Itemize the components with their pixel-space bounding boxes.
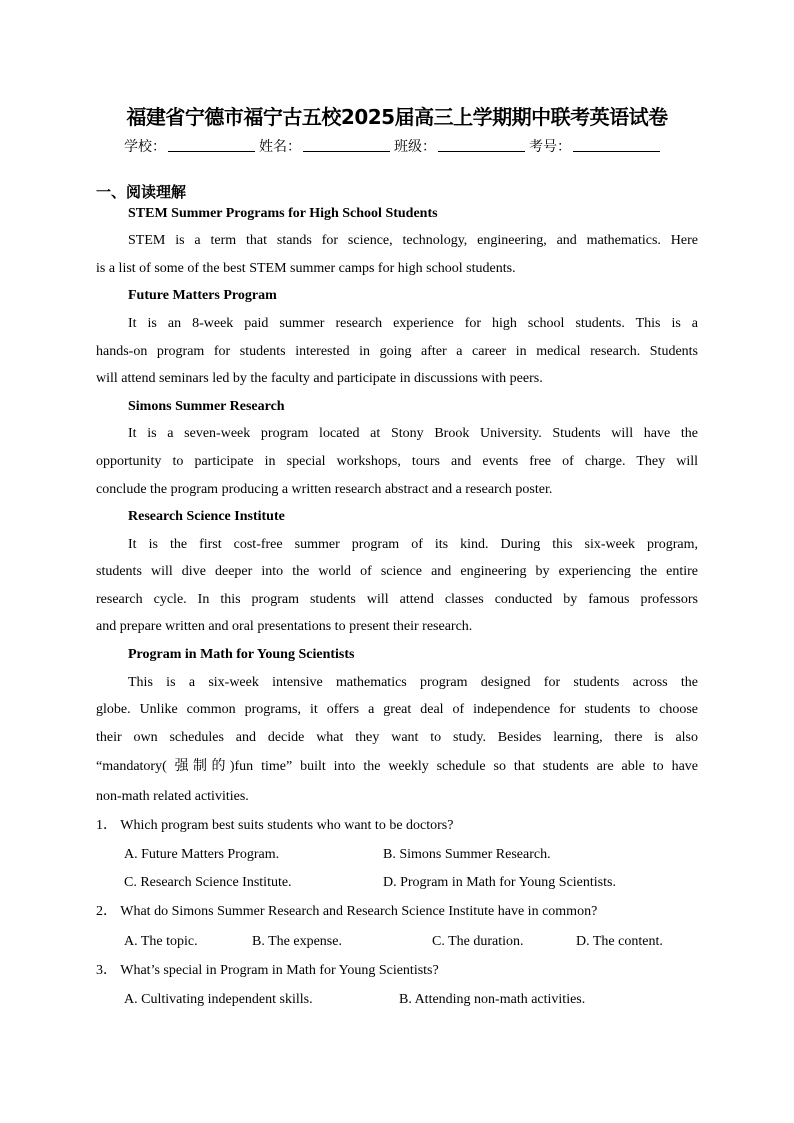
- paragraph-line: is a list of some of the best STEM summer camps for high school students.: [96, 261, 516, 276]
- document-title: 福建省宁德市福宁古五校2025届高三上学期期中联考英语试卷: [126, 105, 668, 129]
- question-2: 2． What do Simons Summer Research and Research Science Institute have in common?: [96, 904, 598, 919]
- program-heading: Research Science Institute: [128, 509, 285, 524]
- name-blank: [303, 136, 390, 152]
- class-blank: [438, 136, 525, 152]
- paragraph-line: students will dive deeper into the world of science and engineering by experiencing the entire: [96, 564, 698, 579]
- paragraph-line: conclude the program producing a written research abstract and a research poster.: [96, 482, 553, 497]
- program-heading: Program in Math for Young Scientists: [128, 647, 355, 662]
- paragraph-line: their own schedules and decide what they want to study. Besides learning, there is also: [96, 730, 698, 745]
- answer-option: C. Research Science Institute.: [124, 875, 292, 890]
- exam-number-label: 考号：: [529, 139, 571, 155]
- class-label: 班级：: [394, 139, 436, 155]
- passage-title: STEM Summer Programs for High School Students: [128, 206, 438, 221]
- answer-option: A. Future Matters Program.: [124, 847, 280, 862]
- paragraph-line: It is a seven-week program located at Stony Brook University. Students will have the: [128, 426, 698, 441]
- school-blank: [168, 136, 255, 152]
- paragraph-line: It is an 8-week paid summer research experience for high school students. This is a: [128, 316, 698, 331]
- answer-option: A. The topic.: [124, 934, 198, 949]
- student-info-line: [124, 136, 664, 156]
- answer-option: B. Attending non-math activities.: [399, 992, 586, 1007]
- paragraph-line: and prepare written and oral presentations to present their research.: [96, 619, 473, 634]
- answer-option: B. The expense.: [252, 934, 342, 949]
- name-label: 姓名：: [259, 139, 301, 155]
- paragraph-line: hands-on program for students interested in going after a career in medical research. Students: [96, 344, 698, 359]
- paragraph-line: globe. Unlike common programs, it offers a great deal of independence for students to choose: [96, 702, 698, 717]
- answer-option: B. Simons Summer Research.: [383, 847, 551, 862]
- paragraph-line: non-math related activities.: [96, 789, 249, 804]
- paragraph-line: “mandatory( 强制的)fun time” built into the weekly schedule so that students are able to have: [96, 759, 698, 774]
- section-heading: 一、阅读理解: [96, 183, 187, 201]
- paragraph-line: will attend seminars led by the faculty and participate in discussions with peers.: [96, 371, 543, 386]
- paragraph-line: research cycle. In this program students will attend classes conducted by famous professors: [96, 592, 698, 607]
- answer-option: D. The content.: [576, 934, 663, 949]
- school-label: 学校：: [124, 139, 166, 155]
- program-heading: Simons Summer Research: [128, 399, 285, 414]
- question-1: 1． Which program best suits students who want to be doctors?: [96, 818, 454, 833]
- program-heading: Future Matters Program: [128, 288, 277, 303]
- answer-option: C. The duration.: [432, 934, 524, 949]
- paragraph-line: STEM is a term that stands for science, technology, engineering, and mathematics. Here: [128, 233, 698, 248]
- question-3: 3． What’s special in Program in Math for Young Scientists?: [96, 963, 439, 978]
- paragraph-line: It is the first cost-free summer program of its kind. During this six-week program,: [128, 537, 698, 552]
- answer-option: D. Program in Math for Young Scientists.: [383, 875, 616, 890]
- answer-option: A. Cultivating independent skills.: [124, 992, 313, 1007]
- paragraph-line: This is a six-week intensive mathematics program designed for students across the: [128, 675, 698, 690]
- exam-number-blank: [573, 136, 660, 152]
- paragraph-line: opportunity to participate in special workshops, tours and events free of charge. They will: [96, 454, 698, 469]
